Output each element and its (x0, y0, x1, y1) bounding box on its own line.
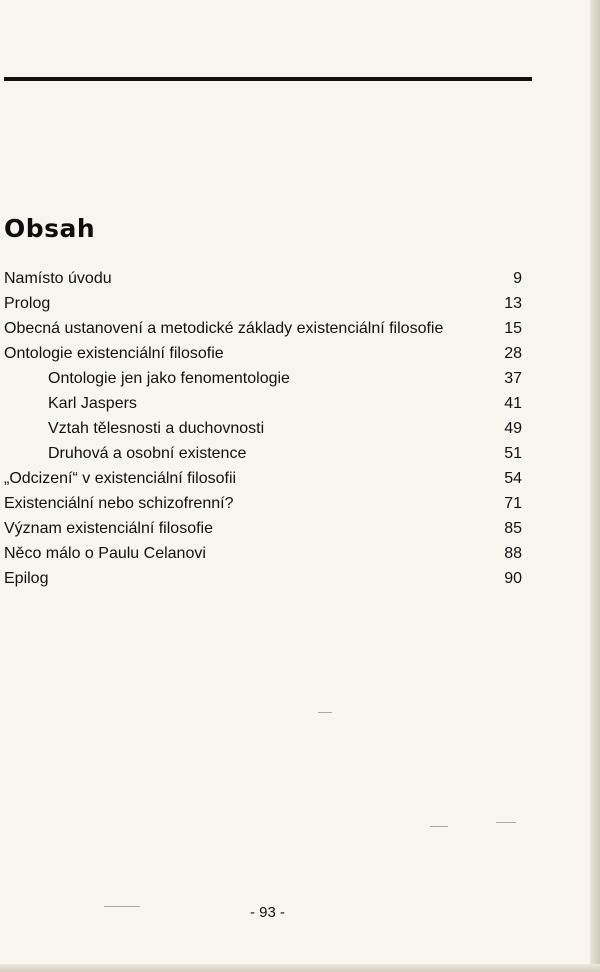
toc-entry-page: 13 (504, 295, 522, 312)
toc-entry (4, 468, 522, 493)
paper-speck (496, 822, 516, 823)
toc-entry-title: Něco málo o Paulu Celanovi (4, 545, 206, 562)
toc-entry-page: 49 (504, 420, 522, 437)
toc-entry-page: 9 (513, 270, 522, 287)
toc-entry-page: 71 (504, 495, 522, 512)
toc-entry-page: 37 (504, 370, 522, 387)
toc-subentry (4, 393, 522, 418)
paper-speck (104, 906, 140, 907)
toc-entry-title: Ontologie existenciální filosofie (4, 345, 224, 362)
toc-entry (4, 268, 522, 293)
toc-entry-title: Druhová a osobní existence (48, 445, 247, 462)
toc-entry-title: Ontologie jen jako fenomentologie (48, 370, 290, 387)
toc-entry (4, 493, 522, 518)
page-number: - 93 - (250, 904, 286, 921)
toc-entry (4, 318, 522, 343)
toc-entry (4, 343, 522, 368)
toc-entry-title: Existenciální nebo schizofrenní? (4, 495, 234, 512)
toc-entry (4, 568, 522, 593)
toc-subentry (4, 443, 522, 468)
paper-speck (318, 712, 332, 713)
toc-entry-page: 51 (504, 445, 522, 462)
toc-entry (4, 518, 522, 543)
toc-entry-title: Epilog (4, 570, 49, 587)
page-edge-bottom (0, 964, 600, 972)
contents-heading: Obsah (4, 214, 96, 243)
toc-entry-title: „Odcizení“ v existenciální filosofii (4, 470, 237, 487)
paper-speck (430, 826, 448, 827)
toc-entry (4, 543, 522, 568)
toc-entry-page: 88 (504, 545, 522, 562)
toc-entry-title: Karl Jaspers (48, 395, 137, 412)
toc-entry-page: 15 (504, 320, 522, 337)
toc-entry-page: 90 (504, 570, 522, 587)
toc-entry-page: 28 (504, 345, 522, 362)
toc-entry-title: Vztah tělesnosti a duchovnosti (48, 420, 265, 437)
header-rule (4, 77, 532, 81)
toc-entry-page: 41 (504, 395, 522, 412)
toc-entry-page: 85 (504, 520, 522, 537)
toc-entry-page: 54 (504, 470, 522, 487)
toc-entry-title: Význam existenciální filosofie (4, 520, 213, 537)
toc-subentry (4, 418, 522, 443)
toc-entry-title: Prolog (4, 295, 51, 312)
page-edge-right (590, 0, 600, 972)
toc-subentry (4, 368, 522, 393)
table-of-contents (4, 268, 522, 593)
toc-entry-title: Obecná ustanovení a metodické základy existenciální filosofie (4, 320, 444, 337)
toc-entry-title: Namísto úvodu (4, 270, 112, 287)
toc-entry (4, 293, 522, 318)
